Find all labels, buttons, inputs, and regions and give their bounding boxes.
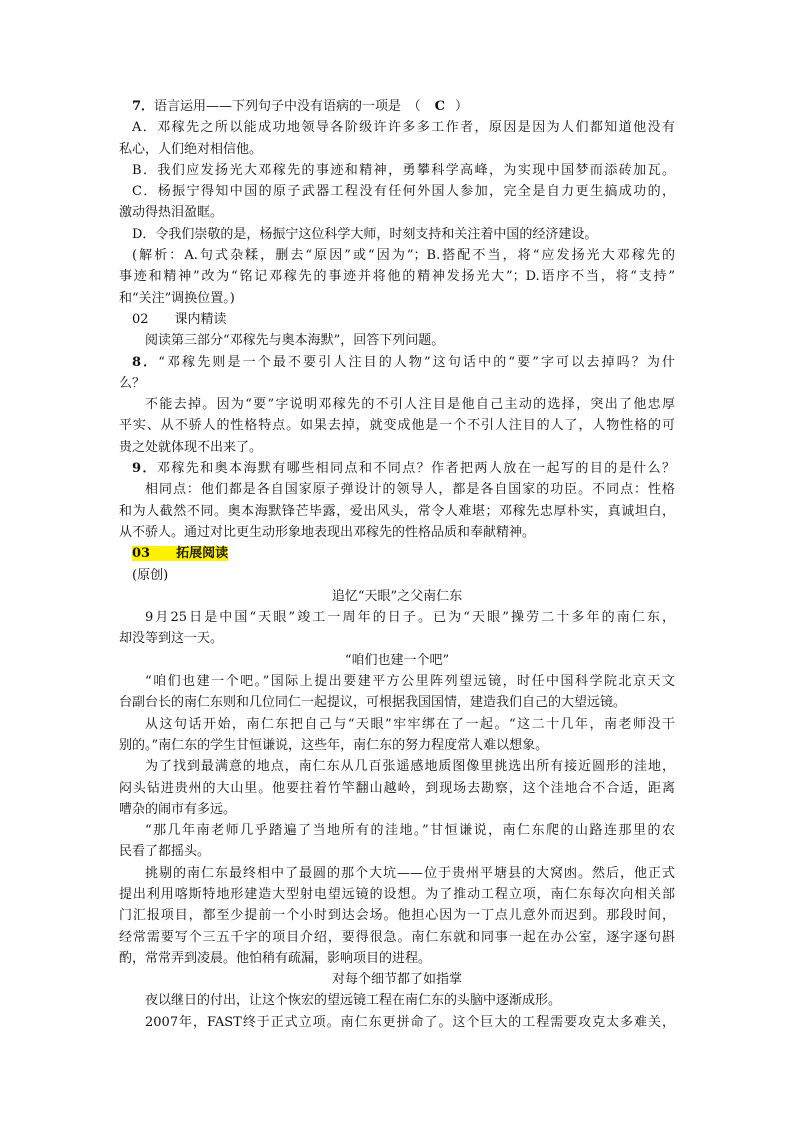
q7-option-c-line1: C．杨振宁得知中国的原子武器工程没有任何外国人参加，完全是自力更生搞成功的， (132, 184, 675, 200)
q9-stem-line (119, 458, 675, 479)
q7-option-c-line2: 激动得热泪盈眶。 (119, 205, 224, 221)
article-p6-line4: 经常需要写个三五千字的项目介绍，要得很急。南仁东就和同事一起在办公室，逐字逐句斟 (119, 929, 675, 945)
q8-stem-text: “邓稼先则是一个最不要引人注目的人物”这句话中的“要”字可以去掉吗？为什 (158, 354, 675, 370)
q8-number: 8． (132, 354, 159, 370)
q7-option-d: D．令我们崇敬的是，杨振宁这位科学大师，时刻支持和关注着中国的经济建设。 (132, 226, 598, 242)
article-p6-line2: 提出利用喀斯特地形建造大型射电望远镜的设想。为了推动工程立项，南仁东每次向相关部 (119, 886, 675, 902)
q7-option-a-line1: A．邓稼先之所以能成功地领导各阶级许许多多工作者，原因是因为人们都知道他没有 (132, 120, 675, 136)
article-subheading-2: 对每个细节都了如指掌 (331, 972, 462, 988)
q7-option-b: B．我们应发扬光大邓稼先的事迹和精神，勇攀科学高峰，为实现中国梦而添砖加瓦。 (132, 162, 675, 178)
article-p3-line2: 别的。”南仁东的学生甘恒谦说，这些年，南仁东的努力程度常人难以想象。 (119, 737, 549, 753)
article-p7-line1: 夜以继日的付出，让这个恢宏的望远镜工程在南仁东的头脑中逐渐成形。 (145, 993, 562, 1009)
q8-answer-line3: 贵之处就体现不出来了。 (119, 439, 263, 455)
section-03-source: (原创) (132, 567, 169, 583)
q7-stem: 语言运用——下列句子中没有语病的一项是 (154, 99, 402, 114)
article-p1-line2: 却没等到这一天。 (119, 631, 224, 647)
q8-answer-line2: 平实、从不骄人的性格特点。如果去掉，就变成他是一个不引人注目的人了，人物性格的可 (119, 418, 675, 434)
section-03-heading: 03 拓展阅读 (132, 546, 229, 562)
article-p6-line5: 酌，常常弄到凌晨。他怕稍有疏漏，影响项目的进程。 (119, 950, 432, 966)
section-03-heading-line (119, 543, 675, 564)
q8-stem-line1 (119, 352, 675, 373)
q7-explanation-line2: 事迹和精神”改为“铭记邓稼先的事迹并将他的精神发扬光大”；D.语序不当，将“支持” (119, 269, 675, 285)
q7-option-a-line2: 私心，人们绝对相信他。 (119, 141, 263, 157)
section-02-intro: 阅读第三部分“邓稼先与奥本海默”，回答下列问题。 (145, 333, 445, 349)
article-title: 追忆“天眼”之父南仁东 (331, 588, 463, 604)
q9-answer-line2: 和为人截然不同。奥本海默锋芒毕露，爱出风头，常令人难堪；邓稼先忠厚朴实，真诚坦白， (119, 503, 675, 519)
article-p3-line1: 从这句话开始，南仁东把自己与“天眼”牢牢绑在了一起。“这二十几年，南老师没干 (145, 716, 675, 732)
article-p4-line3: 嘈杂的闹市有多远。 (119, 801, 237, 817)
section-02-heading: 02 课内精读 (132, 311, 227, 327)
article-p2-line2: 台副台长的南仁东则和几位同仁一起提议，可根据我国国情，建造我们自己的大望远镜。 (119, 695, 627, 711)
article-subheading-1: “咱们也建一个吧” (344, 652, 450, 668)
article-p8-line1: 2007年，FAST终于正式立项。南仁东更拼命了。这个巨大的工程需要攻克太多难关， (145, 1014, 675, 1030)
article-p4-line1: 为了找到最满意的地点，南仁东从几百张遥感地质图像里挑选出所有接近圆形的洼地， (145, 759, 675, 775)
q7-answer: C (434, 99, 445, 114)
q9-stem-text: 邓稼先和奥本海默有哪些相同点和不同点？作者把两人放在一起写的目的是什么？ (156, 461, 675, 477)
q7-number: 7． (132, 99, 155, 114)
q7-explanation-line3: 和“关注”调换位置。) (119, 290, 235, 306)
q7-bracket-open: （ (414, 99, 421, 114)
article-p1-line1: 9月25日是中国“天眼”竣工一周年的日子。已为“天眼”操劳二十多年的南仁东， (145, 610, 675, 626)
article-p5-line2: 民看了都摇头。 (119, 844, 211, 860)
article-p6-line3: 门汇报项目，都至少提前一个小时到达会场。他担心因为一丁点儿意外而迟到。那段时间， (119, 908, 675, 924)
article-p2-line1: “咱们也建一个吧。”国际上提出要建平方公里阵列望远镜，时任中国科学院北京天文 (145, 674, 675, 690)
q9-answer-line1: 相同点：他们都是各自国家原子弹设计的领导人，都是各自国家的功臣。不同点：性格 (145, 482, 675, 498)
article-p5-line1: “那几年南老师几乎踏遍了当地所有的洼地。”甘恒谦说，南仁东爬的山路连那里的农 (145, 823, 675, 839)
q7-explanation-line1: (解析：A.句式杂糅，删去“原因”或“因为”；B.搭配不当，将“应发扬光大邓稼先的 (132, 248, 675, 264)
article-p4-line2: 闷头钻进贵州的大山里。他要拄着竹竿翻山越岭，到现场去勘察，这个洼地合不合适，距离 (119, 780, 675, 796)
q8-answer-line1: 不能去掉。因为“要”字说明邓稼先的不引人注目是他自己主动的选择，突出了他忠厚 (145, 397, 675, 413)
article-p6-line1: 挑剔的南仁东最终相中了最圆的那个大坑——位于贵州平塘县的大窝凼。然后，他正式 (145, 865, 675, 881)
q8-stem-line2: 么？ (119, 375, 146, 391)
q7-stem-line (119, 96, 675, 117)
q9-number: 9． (132, 461, 157, 477)
document-body (119, 96, 675, 1033)
q7-bracket-close: ） (454, 99, 468, 114)
q9-answer-line3: 从不骄人。通过对比更生动形象地表现出邓稼先的性格品质和奉献精神。 (119, 524, 536, 540)
